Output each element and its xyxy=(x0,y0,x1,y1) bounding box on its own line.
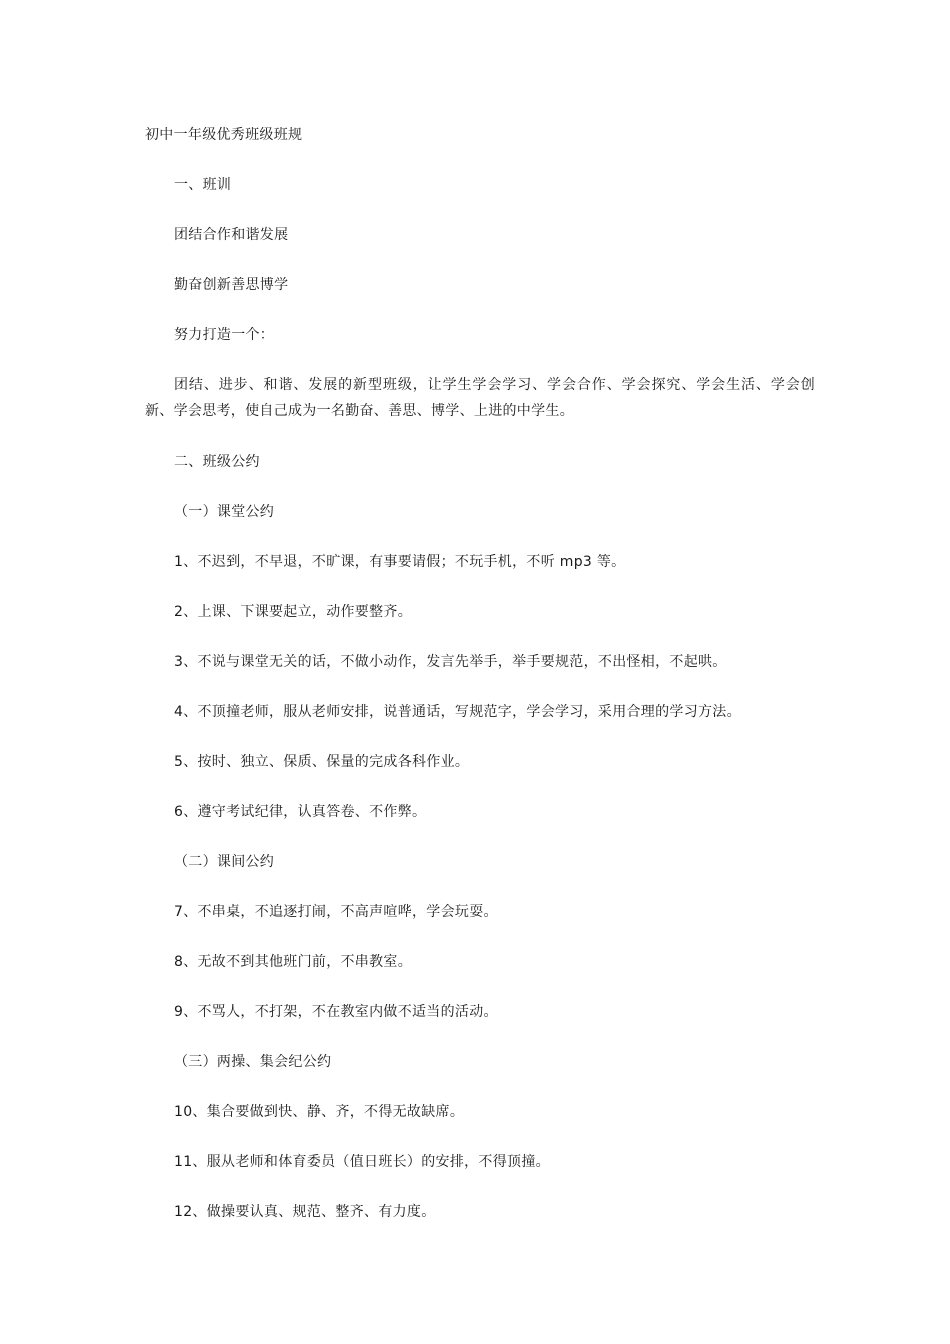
rule-item-10: 10、集合要做到快、静、齐，不得无故缺席。 xyxy=(174,1104,465,1120)
document-title: 初中一年级优秀班级班规 xyxy=(145,127,303,143)
rule-item-3: 3、不说与课堂无关的话，不做小动作，发言先举手，举手要规范，不出怪相，不起哄。 xyxy=(174,654,727,670)
rule-item-5: 5、按时、独立、保质、保量的完成各科作业。 xyxy=(174,754,470,770)
rule-item-7: 7、不串桌，不追逐打闹，不高声喧哗，学会玩耍。 xyxy=(174,904,498,920)
subsection-heading-break: （二）课间公约 xyxy=(174,854,275,870)
rule-item-2: 2、上课、下课要起立，动作要整齐。 xyxy=(174,604,413,620)
motto-line-2: 勤奋创新善思博学 xyxy=(174,277,289,293)
motto-line-1: 团结合作和谐发展 xyxy=(174,227,289,243)
rule-item-9: 9、不骂人，不打架，不在教室内做不适当的活动。 xyxy=(174,1004,498,1020)
section-heading-class-motto: 一、班训 xyxy=(174,177,232,193)
section-heading-class-convention: 二、班级公约 xyxy=(174,454,260,470)
rule-item-1: 1、不迟到，不早退，不旷课，有事要请假；不玩手机，不听 mp3 等。 xyxy=(174,554,626,570)
subsection-heading-classroom: （一）课堂公约 xyxy=(174,504,275,520)
rule-item-11: 11、服从老师和体育委员（值日班长）的安排，不得顶撞。 xyxy=(174,1154,550,1170)
goal-intro: 努力打造一个： xyxy=(174,327,275,343)
subsection-heading-assembly: （三）两操、集会纪公约 xyxy=(174,1054,332,1070)
rule-item-6: 6、遵守考试纪律，认真答卷、不作弊。 xyxy=(174,804,427,820)
rule-item-12: 12、做操要认真、规范、整齐、有力度。 xyxy=(174,1204,436,1220)
goal-paragraph: 团结、进步、和谐、发展的新型班级，让学生学会学习、学会合作、学会探究、学会生活、学会创新、学会思考，使自己成为一名勤奋、善思、博学、上进的中学生。 xyxy=(145,377,815,419)
rule-item-4: 4、不顶撞老师，服从老师安排，说普通话，写规范字，学会学习，采用合理的学习方法。 xyxy=(174,704,741,720)
rule-item-8: 8、无故不到其他班门前，不串教室。 xyxy=(174,954,413,970)
